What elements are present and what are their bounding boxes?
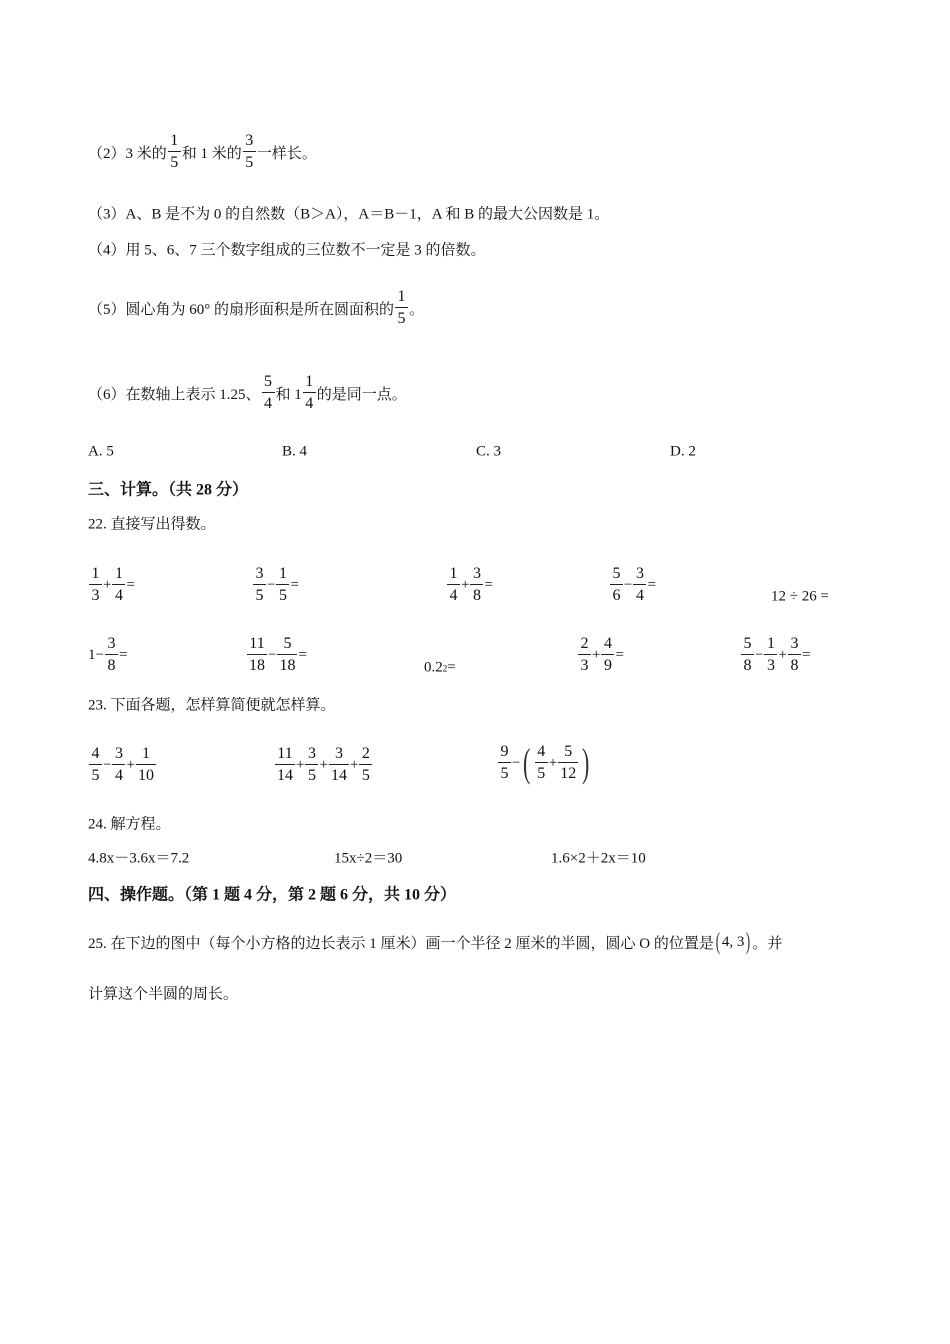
statement-s4 (88, 239, 486, 260)
numerator: 1 (170, 132, 179, 149)
text-run: = (118, 646, 128, 663)
text-run: 12 ÷ 26 = (771, 588, 829, 605)
text-run: 的是同一点。 (316, 386, 407, 403)
numerator: 1 (397, 288, 406, 305)
fraction (277, 636, 297, 674)
oral-calc-item (740, 636, 810, 674)
denominator: 5 (253, 584, 266, 604)
text-run: = (298, 646, 307, 663)
text-run: = (290, 576, 299, 593)
text-run: B. 4 (282, 443, 308, 460)
exponent: 2 (442, 663, 448, 673)
text-run: + (103, 576, 112, 593)
fraction (470, 566, 483, 604)
oral-calc-item (577, 636, 624, 674)
numerator: 4 (537, 743, 546, 760)
numerator: 1 (305, 373, 314, 390)
fraction (89, 566, 102, 604)
fraction (305, 746, 318, 784)
text-run: 1.6×2＋2x＝10 (551, 850, 646, 867)
text-run: （5）圆心角为 60° 的扇形面积是所在圆面积的 (88, 301, 395, 318)
numerator: 2 (361, 745, 370, 762)
text-run: C. 3 (476, 443, 502, 460)
numerator: 11 (277, 745, 293, 762)
text-run: − (512, 754, 521, 771)
text-run: 1− (88, 646, 104, 663)
numerator: 5 (564, 743, 573, 760)
fraction (168, 133, 181, 171)
denominator: 4 (262, 392, 275, 412)
text-run: − (755, 646, 764, 663)
denominator: 18 (247, 654, 267, 674)
numerator: 11 (249, 635, 265, 652)
denominator: 5 (305, 764, 318, 784)
denominator: 3 (89, 584, 102, 604)
numerator: 3 (472, 565, 481, 582)
choice-option-oC (476, 444, 501, 461)
denominator: 8 (105, 654, 118, 674)
equation-item (88, 847, 189, 868)
text-run: 25. 在下边的图中（每个小方格的边长表示 1 厘米）画一个半径 2 厘米的半圆，圆心 O 的位置是 (88, 935, 714, 952)
question-25 (88, 930, 782, 954)
text-run: = (447, 659, 456, 676)
denominator: 4 (633, 584, 646, 604)
text-run: 4, 3 (721, 933, 745, 950)
denominator: 5 (395, 307, 408, 327)
text-run: 24. 解方程。 (88, 816, 171, 833)
numerator: 5 (612, 565, 621, 582)
choice-option-oA (88, 444, 114, 461)
numerator: 1 (91, 565, 100, 582)
text-run: 三、计算。（共 28 分） (88, 481, 249, 499)
denominator: 14 (275, 764, 295, 784)
numerator: 1 (449, 565, 458, 582)
text-run: 23. 下面各题，怎样算简便就怎样算。 (88, 697, 336, 714)
text-run: A. 5 (88, 443, 114, 460)
numerator: 3 (114, 745, 123, 762)
text-run: 。并 (752, 935, 783, 952)
fraction (395, 289, 408, 327)
denominator: 5 (89, 764, 102, 784)
denominator: 9 (601, 654, 614, 674)
numerator: 3 (307, 745, 316, 762)
oral-calc-item (246, 636, 307, 674)
text-run: − (624, 576, 633, 593)
text-run: 和 1 米的 (181, 145, 242, 162)
numerator: 5 (743, 635, 752, 652)
question-23 (88, 694, 336, 715)
text-run: 22. 直接写出得数。 (88, 516, 216, 533)
fraction (262, 374, 275, 412)
denominator: 5 (535, 762, 548, 782)
denominator: 14 (329, 764, 349, 784)
statement-s6 (88, 374, 407, 412)
numerator: 1 (141, 745, 150, 762)
denominator: 5 (168, 151, 181, 171)
text-run: （4）用 5、6、7 三个数字组成的三位数不一定是 3 的倍数。 (88, 242, 486, 259)
text-run: 。 (409, 301, 425, 318)
text-run: + (126, 756, 135, 773)
simplify-calc-item (88, 746, 157, 784)
text-run: = (615, 646, 624, 663)
fraction (247, 636, 267, 674)
oral-calc-item (252, 566, 299, 604)
text-run: − (267, 576, 276, 593)
numerator: 1 (766, 635, 775, 652)
choice-option-oD (670, 444, 696, 461)
oral-calc-item (424, 660, 456, 677)
denominator: 5 (276, 584, 289, 604)
parenthesis: ) (746, 929, 751, 955)
text-run: 计算这个半圆的周长。 (88, 986, 239, 1003)
text-run: + (461, 576, 470, 593)
fraction (105, 636, 118, 674)
choice-option-oB (282, 444, 307, 461)
denominator: 3 (764, 654, 777, 674)
fraction (498, 744, 511, 782)
text-run: = (126, 576, 135, 593)
text-run: （6）在数轴上表示 1.25、 (88, 386, 261, 403)
text-run: − (268, 646, 277, 663)
denominator: 8 (470, 584, 483, 604)
text-run: 15x÷2＝30 (334, 850, 403, 867)
text-run: + (349, 756, 359, 773)
denominator: 5 (359, 764, 372, 784)
text-run: + (592, 646, 601, 663)
text-run: 0.2 (424, 659, 443, 676)
numerator: 3 (635, 565, 644, 582)
text-run: （3）A、B 是不为 0 的自然数（B＞A），A＝B－1，A 和 B 的最大公因数是 1。 (88, 206, 610, 223)
denominator: 5 (498, 762, 511, 782)
denominator: 8 (788, 654, 801, 674)
denominator: 4 (112, 584, 125, 604)
numerator: 1 (114, 565, 123, 582)
numerator: 3 (790, 635, 799, 652)
numerator: 2 (580, 635, 589, 652)
denominator: 4 (303, 392, 316, 412)
question-25-continued (88, 983, 238, 1004)
fraction (89, 746, 102, 784)
question-22 (88, 513, 216, 534)
text-run: D. 2 (670, 443, 696, 460)
fraction (359, 746, 372, 784)
denominator: 4 (112, 764, 125, 784)
denominator: 12 (558, 762, 578, 782)
numerator: 3 (334, 745, 343, 762)
text-run: = (801, 646, 811, 663)
numerator: 4 (91, 745, 100, 762)
text-run: 一样长。 (256, 145, 317, 162)
text-run: 4.8x－3.6x＝7.2 (88, 850, 190, 867)
equation-item (334, 847, 402, 868)
oral-calc-item (446, 566, 493, 604)
oral-calc-item (88, 636, 127, 674)
text-run: + (319, 756, 328, 773)
text-run: + (548, 754, 558, 771)
numerator: 1 (278, 565, 287, 582)
fraction (275, 746, 295, 784)
fraction (558, 744, 578, 782)
fraction (329, 746, 349, 784)
numerator: 3 (107, 635, 116, 652)
text-run: 和 1 (275, 386, 302, 403)
text-run: + (778, 646, 787, 663)
text-run: = (484, 576, 493, 593)
denominator: 3 (578, 654, 591, 674)
text-run: 四、操作题。（第 1 题 4 分，第 2 题 6 分，共 10 分） (88, 886, 457, 904)
fraction (601, 636, 614, 674)
fraction (788, 636, 801, 674)
numerator: 5 (283, 635, 292, 652)
fraction (253, 566, 266, 604)
fraction (447, 566, 460, 604)
parenthesis: ( (715, 929, 721, 955)
fraction (136, 746, 156, 784)
equation-item (551, 847, 646, 868)
denominator: 6 (610, 584, 623, 604)
denominator: 18 (277, 654, 297, 674)
parenthesis: ) (582, 740, 590, 785)
statement-s2 (88, 133, 317, 171)
simplify-calc-item (497, 740, 593, 785)
fraction (764, 636, 777, 674)
parenthesis: ( (523, 740, 531, 785)
fraction (303, 374, 316, 412)
denominator: 5 (243, 151, 256, 171)
fraction (243, 133, 256, 171)
fraction (112, 566, 125, 604)
question-24 (88, 813, 171, 834)
oral-calc-item (771, 589, 829, 606)
fraction (112, 746, 125, 784)
text-run: − (103, 756, 112, 773)
fraction (578, 636, 591, 674)
numerator: 3 (255, 565, 264, 582)
denominator: 4 (447, 584, 460, 604)
statement-s5 (88, 289, 424, 327)
simplify-calc-item (274, 746, 373, 784)
denominator: 10 (136, 764, 156, 784)
text-run: + (296, 756, 305, 773)
fraction (741, 636, 754, 674)
oral-calc-item (88, 566, 135, 604)
fraction (633, 566, 646, 604)
numerator: 4 (603, 635, 612, 652)
fraction (610, 566, 623, 604)
text-run: （2）3 米的 (88, 145, 167, 162)
denominator: 8 (741, 654, 754, 674)
section-heading (88, 882, 456, 905)
fraction (276, 566, 289, 604)
statement-s3 (88, 203, 609, 224)
numerator: 3 (245, 132, 254, 149)
numerator: 5 (264, 373, 273, 390)
section-heading (88, 477, 248, 500)
fraction (535, 744, 548, 782)
oral-calc-item (609, 566, 656, 604)
numerator: 9 (500, 743, 509, 760)
text-run: = (647, 576, 656, 593)
